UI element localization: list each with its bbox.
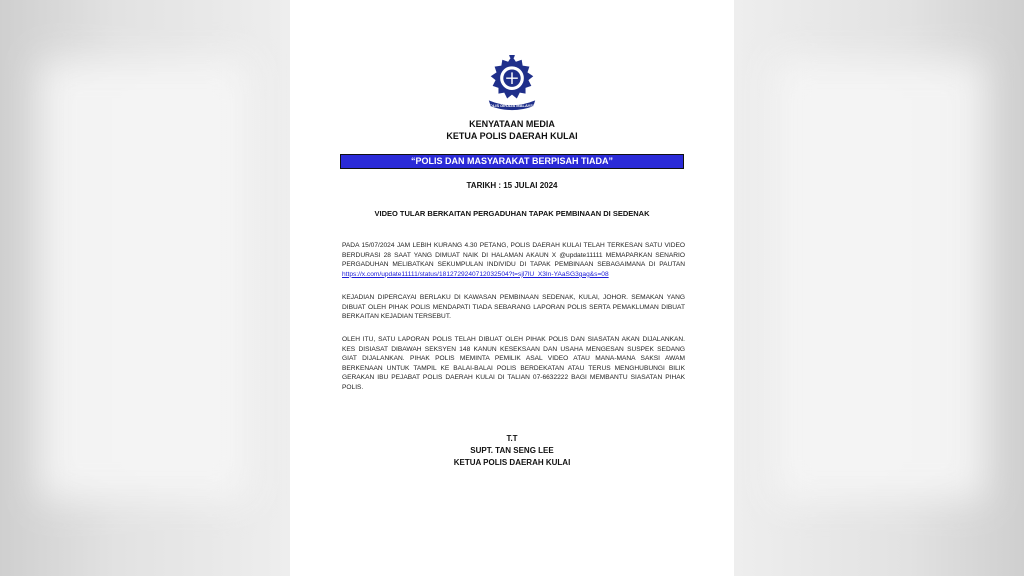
blurred-background-right	[734, 0, 1024, 576]
signature-tt: T.T	[506, 434, 518, 443]
signature-title: KETUA POLIS DAERAH KULAI	[453, 458, 571, 467]
paragraph-1	[342, 241, 685, 279]
paragraph-1-text: PADA 15/07/2024 JAM LEBIH KURANG 4.30 PETANG, POLIS DAERAH KULAI TELAH TERKESAN SATU VIDEO BERDURASI 28 SAAT YANG DIMUAT NAIK DI HALAMAN AKAUN X @update11111 MEMAPARKAN SENARIO PERGADUHAN MELIBATKAN SEKUMPULAN INDIVIDU DI TAPAK PEMBINAAN SEBAGAIMANA DI PAUTAN	[342, 242, 685, 269]
document-header	[290, 118, 734, 142]
press-release-document	[290, 0, 734, 576]
svg-text:POLIS DIRAJA MALAYSIA: POLIS DIRAJA MALAYSIA	[486, 103, 538, 109]
video-link[interactable]: https://x.com/update11111/status/1812729240712032504?t=sjl7lU_X3In-YAaSG3gag&s=08	[342, 270, 609, 278]
header-subtitle: KETUA POLIS DAERAH KULAI	[446, 131, 578, 141]
date-line: TARIKH : 15 JULAI 2024	[466, 181, 558, 190]
paragraph-2: KEJADIAN DIPERCAYAI BERLAKU DI KAWASAN PEMBINAAN SEDENAK, KULAI, JOHOR. SEMAKAN YANG DIBUAT OLEH PIHAK POLIS MENDAPATI TIADA SEBARANG LAPORAN POLIS SERTA PEMAKLUMAN DIBUAT BERKAITAN KEJADIAN TERSEBUT.	[342, 294, 685, 321]
motto-banner: “POLIS DAN MASYARAKAT BERPISAH TIADA”	[340, 154, 684, 169]
paragraph-3: OLEH ITU, SATU LAPORAN POLIS TELAH DIBUAT OLEH PIHAK POLIS DAN SIASATAN AKAN DIJALANKAN. KES DISIASAT DIBAWAH SEKSYEN 148 KANUN KESEKSAAN DAN USAHA MENGESAN SUSPEK SEDANG GIAT DIJALANKAN. PIHAK POLIS MEMINTA PEMILIK ASAL VIDEO ATAU MANA-MANA SAKSI AWAM BERKENAAN UNTUK TAMPIL KE BALAI-BALAI POLIS BERDEKATAN ATAU TERUS MENGHUBUNGI BILIK GERAKAN IBU PEJABAT POLIS DAERAH KULAI DI TALIAN 07-6632222 BAGI MEMBANTU SIASATAN PIHAK POLIS.	[342, 336, 685, 391]
header-title: KENYATAAN MEDIA	[469, 119, 555, 129]
signature-name: SUPT. TAN SENG LEE	[470, 446, 554, 455]
blurred-background-left	[0, 0, 290, 576]
police-crest-icon	[483, 54, 541, 112]
subject-heading: VIDEO TULAR BERKAITAN PERGADUHAN TAPAK PEMBINAAN DI SEDENAK	[374, 209, 650, 218]
